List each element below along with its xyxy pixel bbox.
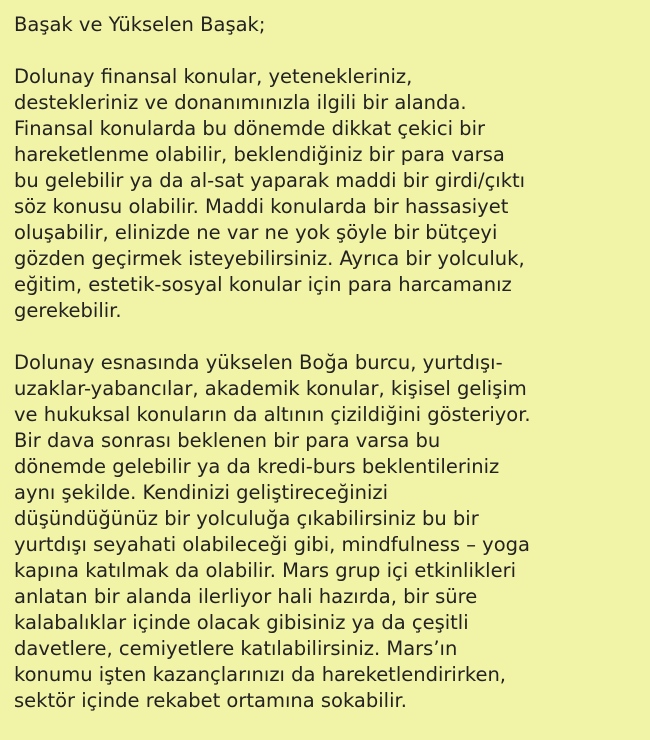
- text-line: Bir dava sonrası beklenen bir para varsa bu: [14, 429, 441, 452]
- text-line: uzaklar-yabancılar, akademik konular, kişisel gelişim: [14, 377, 527, 400]
- text-line: dönemde gelebilir ya da kredi-burs beklentileriniz: [14, 455, 500, 478]
- text-line: hareketlenme olabilir, beklendiğiniz bir para varsa: [14, 143, 505, 166]
- text-line: söz konusu olabilir. Maddi konularda bir hassasiyet: [14, 195, 509, 218]
- text-line: Dolunay finansal konular, yetenekleriniz,: [14, 65, 413, 88]
- text-line: aynı şekilde. Kendinizi geliştireceğinizi: [14, 481, 389, 504]
- text-line: Finansal konularda bu dönemde dikkat çekici bir: [14, 117, 485, 140]
- text-line: anlatan bir alanda ilerliyor hali hazırda, bir süre: [14, 585, 478, 608]
- text-line: sektör içinde rekabet ortamına sokabilir.: [14, 689, 407, 712]
- text-line: Dolunay esnasında yükselen Boğa burcu, yurtdışı-: [14, 351, 503, 374]
- text-line: gerekebilir.: [14, 299, 122, 322]
- text-line: kalabalıklar içinde olacak gibisiniz ya da çeşitli: [14, 611, 469, 634]
- text-line: eğitim, estetik-sosyal konular için para harcamanız: [14, 273, 512, 296]
- text-line: davetlere, cemiyetlere katılabilirsiniz. Mars’ın: [14, 637, 458, 660]
- text-line: destekleriniz ve donanımınızla ilgili bir alanda.: [14, 91, 467, 114]
- text-line: kapına katılmak da olabilir. Mars grup içi etkinlikleri: [14, 559, 517, 582]
- text-line: konumu işten kazançlarınızı da hareketlendirirken,: [14, 663, 507, 686]
- paragraph-gap: [14, 38, 636, 64]
- greeting-heading: Başak ve Yükselen Başak;: [14, 13, 266, 36]
- paragraph-finance: [14, 64, 636, 324]
- paragraph-rising-taurus: [14, 350, 636, 714]
- text-line: düşündüğünüz bir yolculuğa çıkabilirsiniz bu bir: [14, 507, 479, 530]
- text-line: yurtdışı seyahati olabileceği gibi, mindfulness – yoga: [14, 533, 530, 556]
- text-line: gözden geçirmek isteyebilirsiniz. Ayrıca bir yolculuk,: [14, 247, 525, 270]
- paragraph-gap: [14, 324, 636, 350]
- text-line: bu gelebilir ya da al-sat yaparak maddi bir girdi/çıktı: [14, 169, 526, 192]
- text-line: oluşabilir, elinizde ne var ne yok şöyle bir bütçeyi: [14, 221, 498, 244]
- text-line: ve hukuksal konuların da altının çizildiğini gösteriyor.: [14, 403, 531, 426]
